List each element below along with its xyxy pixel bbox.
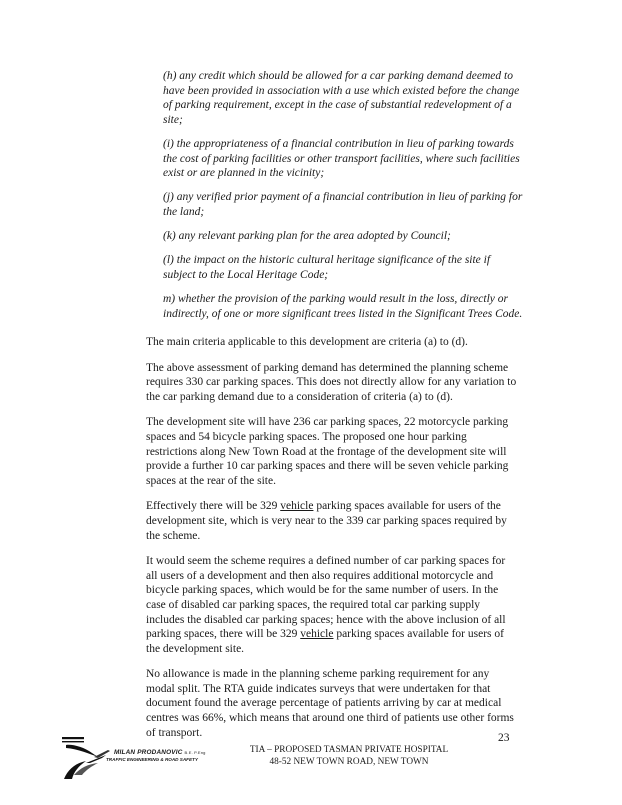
criterion-m: m) whether the provision of the parking would result in the loss, directly or indirectly, of one or more significant trees listed in the Significant Trees Code. (163, 293, 523, 320)
criterion-i: (i) the appropriateness of a financial contribution in lieu of parking towards the cost of parking facilities or other transport facilities, where such facilities exist or are planned in the vicinity; (163, 137, 520, 180)
logo-credentials: B.E. P.Eng (184, 750, 206, 755)
quoted-criteria-list (163, 69, 523, 331)
underlined-word: vehicle (300, 628, 334, 641)
company-logo (62, 735, 238, 781)
paragraph-site-parking: The development site will have 236 car parking spaces, 22 motorcycle parking spaces and 54 bicycle parking spaces. The proposed one hour parking restrictions along New Town Road at the frontage of the development site will provide a further 10 car parking spaces and there will be seven vehicle parking spaces at the rear of the site. (146, 416, 509, 487)
text-segment: parking spaces available for users of the development site, which is very near to the 339 car parking spaces required by the scheme. (146, 500, 507, 542)
text-segment: Effectively there will be 329 (146, 500, 281, 513)
criterion-j: (j) any verified prior payment of a financial contribution in lieu of parking for the land; (163, 191, 523, 218)
footer-address-line: 48-52 NEW TOWN ROAD, NEW TOWN (269, 756, 429, 767)
footer-title-line: TIA – PROPOSED TASMAN PRIVATE HOSPITAL (249, 745, 449, 755)
paragraph-main-criteria: The main criteria applicable to this development are criteria (a) to (d). (146, 336, 468, 348)
logo-tagline: TRAFFIC ENGINEERING & ROAD SAFETY (106, 757, 198, 762)
criterion-h: (h) any credit which should be allowed for a car parking demand deemed to have been provided in association with a use which existed before the change of parking requirement, except in the case of substantial redevelopment of a site; (163, 70, 520, 126)
text-segment: parking spaces available for users of the development site. (146, 628, 504, 655)
logo-company-name (114, 749, 206, 756)
underlined-word: vehicle (280, 500, 314, 513)
criterion-k: (k) any relevant parking plan for the area adopted by Council; (163, 230, 451, 243)
paragraph-modal-split: No allowance is made in the planning scheme parking requirement for any modal split. The RTA guide indicates surveys that were undertaken for that document found the average percentage of patients arriving by car at medical centres was 66%, which means that around one third of patients use other forms of transport. (146, 668, 514, 739)
logo-name-text: MILAN PRODANOVIC (114, 749, 183, 756)
paragraph-effective-spaces (146, 499, 518, 543)
body-text (146, 335, 518, 751)
text-segment: It would seem the scheme requires a defined number of car parking spaces for all users of a development and then also requires additional motorcycle and bicycle parking spaces, which would be for the same number of users. In the case of disabled car parking spaces, the required total car parking supply includes the disabled car parking spaces; hence with the above inclusion of all parking spaces, there will be 329 (146, 555, 506, 641)
paragraph-parking-demand: The above assessment of parking demand has determined the planning scheme requires 330 car parking spaces. This does not directly allow for any variation to the car parking demand due to a consideration of criteria (a) to (d). (146, 361, 517, 403)
footer-document-title (238, 745, 460, 768)
criterion-l: (l) the impact on the historic cultural heritage significance of the site if subject to the Local Heritage Code; (163, 254, 491, 281)
paragraph-scheme-requirements (146, 554, 518, 656)
page-number: 23 (498, 732, 510, 744)
